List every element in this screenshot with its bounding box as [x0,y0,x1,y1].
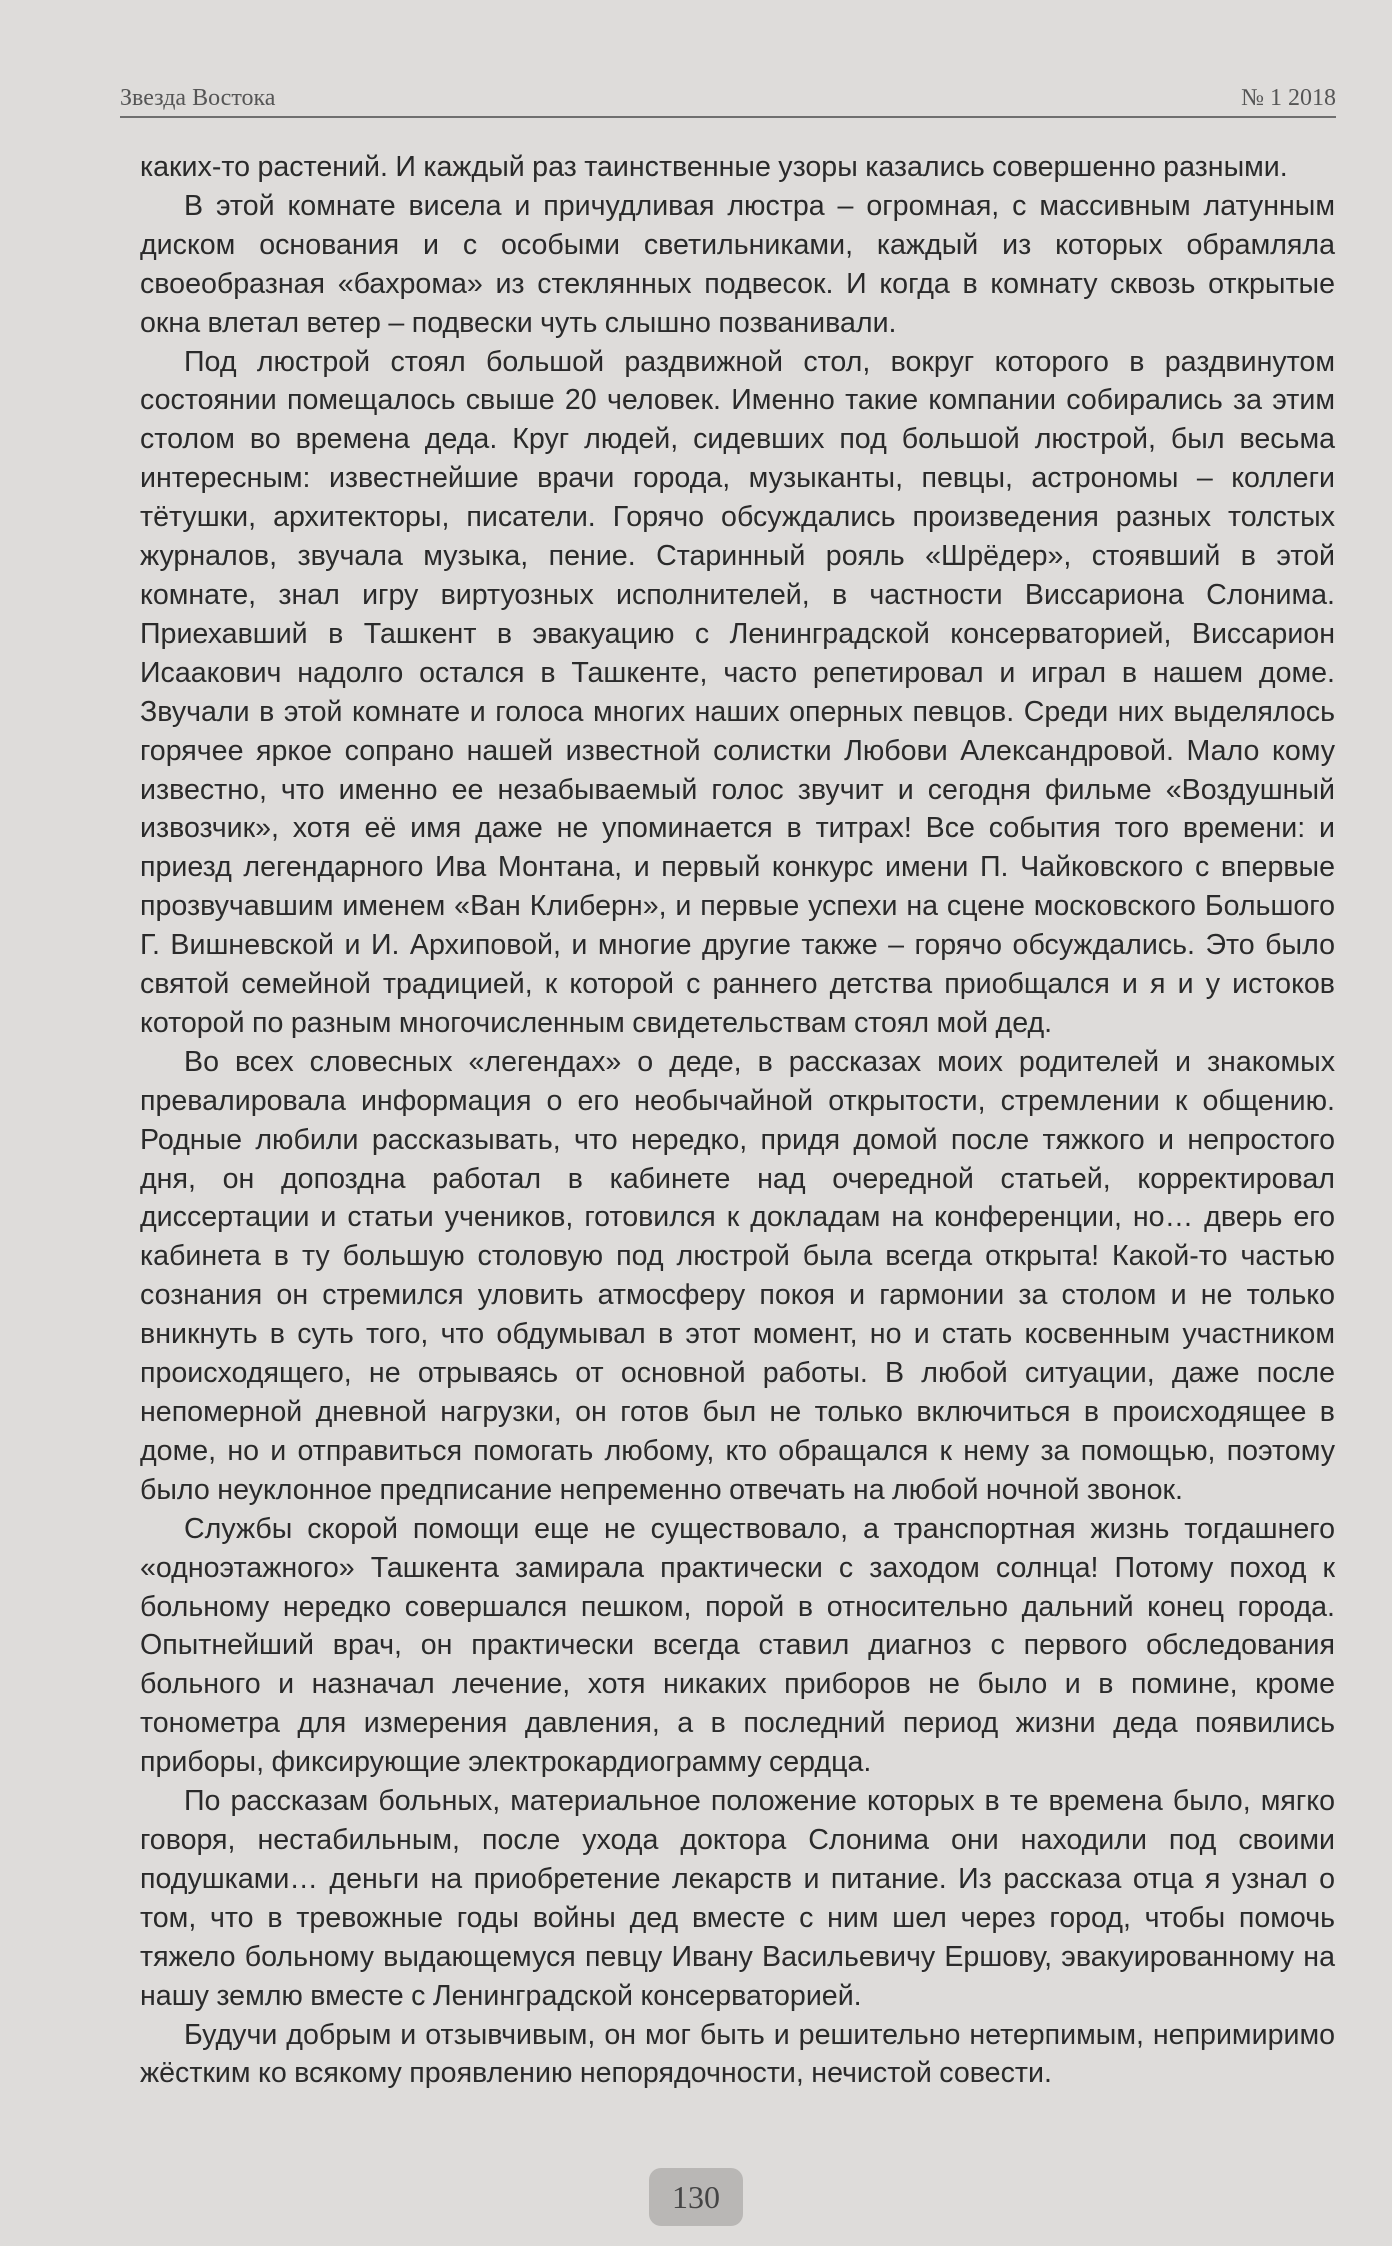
page-footer [0,2168,1392,2226]
journal-title: Звезда Востока [120,85,276,111]
paragraph: Во всех словесных «легендах» о деде, в рассказах моих родителей и знакомых превалировала информация о его необычайной открытости, стремлении к общению. Родные любили рассказывать, что нередко, придя домой после тяжкого и непростого дня, он допоздна работал в кабинете над очередной статьей, корректировал диссертации и статьи учеников, готовился к докладам на конференции, но… дверь его кабинета в ту большую столовую под люстрой была всегда открыта! Какой-то частью сознания он стремился уловить атмосферу покоя и гармонии за столом и не только вникнуть в суть того, что обдумывал в этот момент, но и стать косвенным участником происходящего, не отрываясь от основной работы. В любой ситуации, даже после непомерной дневной нагрузки, он готов был не только включиться в происходящее в доме, но и отправиться помогать любому, кто обращался к нему за помощью, поэтому было неуклонное предписание непременно отвечать на любой ночной звонок. [140,1045,1335,1506]
paragraph: В этой комнате висела и причудливая люстра – огромная, с массивным латунным диском основания и с особыми светильниками, каждый из которых обрамляла своеобразная «бахрома» из стеклянных подвесок. И когда в комнату сквозь открытые окна влетал ветер – подвески чуть слышно позванивали. [140,189,1335,339]
paragraph: Службы скорой помощи еще не существовало, а транспортная жизнь тогдашнего «одноэтажного» Ташкента замирала практически с заходом солнца! Потому поход к больному нередко совершался пешком, порой в относительно дальний конец города. Опытнейший врач, он практически всегда ставил диагноз с первого обследования больного и назначал лечение, хотя никаких приборов не было и в помине, кроме тонометра для измерения давления, а в последний период жизни деда появились приборы, фиксирующие электрокардиограмму сердца. [140,1512,1335,1779]
running-header [120,72,1336,118]
issue-number: № 1 2018 [1241,85,1336,111]
article-body [140,148,1335,2093]
page-number-badge [649,2168,743,2226]
paragraph: Будучи добрым и отзывчивым, он мог быть и решительно нетерпимым, непримиримо жёстким ко всякому проявлению непорядочности, нечистой совести. [140,2018,1335,2090]
page-number: 130 [672,2178,720,2215]
paragraph: Под люстрой стоял большой раздвижной стол, вокруг которого в раздвинутом состоянии помещалось свыше 20 человек. Именно такие компании собирались за этим столом во времена деда. Круг людей, сидевших под большой люстрой, был весьма интересным: известнейшие врачи города, музыканты, певцы, астрономы – коллеги тётушки, архитекторы, писатели. Горячо обсуждались произведения разных толстых журналов, звучала музыка, пение. Старинный рояль «Шрёдер», стоявший в этой комнате, знал игру виртуозных исполнителей, в частности Виссариона Слонима. Приехавший в Ташкент в эвакуацию с Ленинградской консерваторией, Виссарион Исаакович надолго остался в Ташкенте, часто репетировал и играл в нашем доме. Звучали в этой комнате и голоса многих наших оперных певцов. Среди них выделялось горячее яркое сопрано нашей известной солистки Любови Александровой. Мало кому известно, что именно ее незабываемый голос звучит и сегодня фильме «Воздушный извозчик», хотя её имя даже не упоминается в титрах! Все события того времени: и приезд легендарного Ива Монтана, и первый конкурс имени П. Чайковского с впервые прозвучавшим именем «Ван Клиберн», и первые успехи на сцене московского Большого Г. Вишневской и И. Архиповой, и многие другие также – горячо обсуждались. Это было святой семейной традицией, к которой с раннего детства приобщался и я и у истоков которой по разным многочисленным свидетельствам стоял мой дед. [140,345,1335,1039]
paragraph-continued: каких-то растений. И каждый раз таинственные узоры казались совершенно разными. [140,151,1288,183]
paragraph: По рассказам больных, материальное положение которых в те времена было, мягко говоря, нестабильным, после ухода доктора Слонима они находили под своими подушками… деньги на приобретение лекарств и питание. Из рассказа отца я узнал о том, что в тревожные годы войны дед вместе с ним шел через город, чтобы помочь тяжело больному выдающемуся певцу Ивану Васильевичу Ершову, эвакуированному на нашу землю вместе с Ленинградской консерваторией. [140,1785,1335,2012]
